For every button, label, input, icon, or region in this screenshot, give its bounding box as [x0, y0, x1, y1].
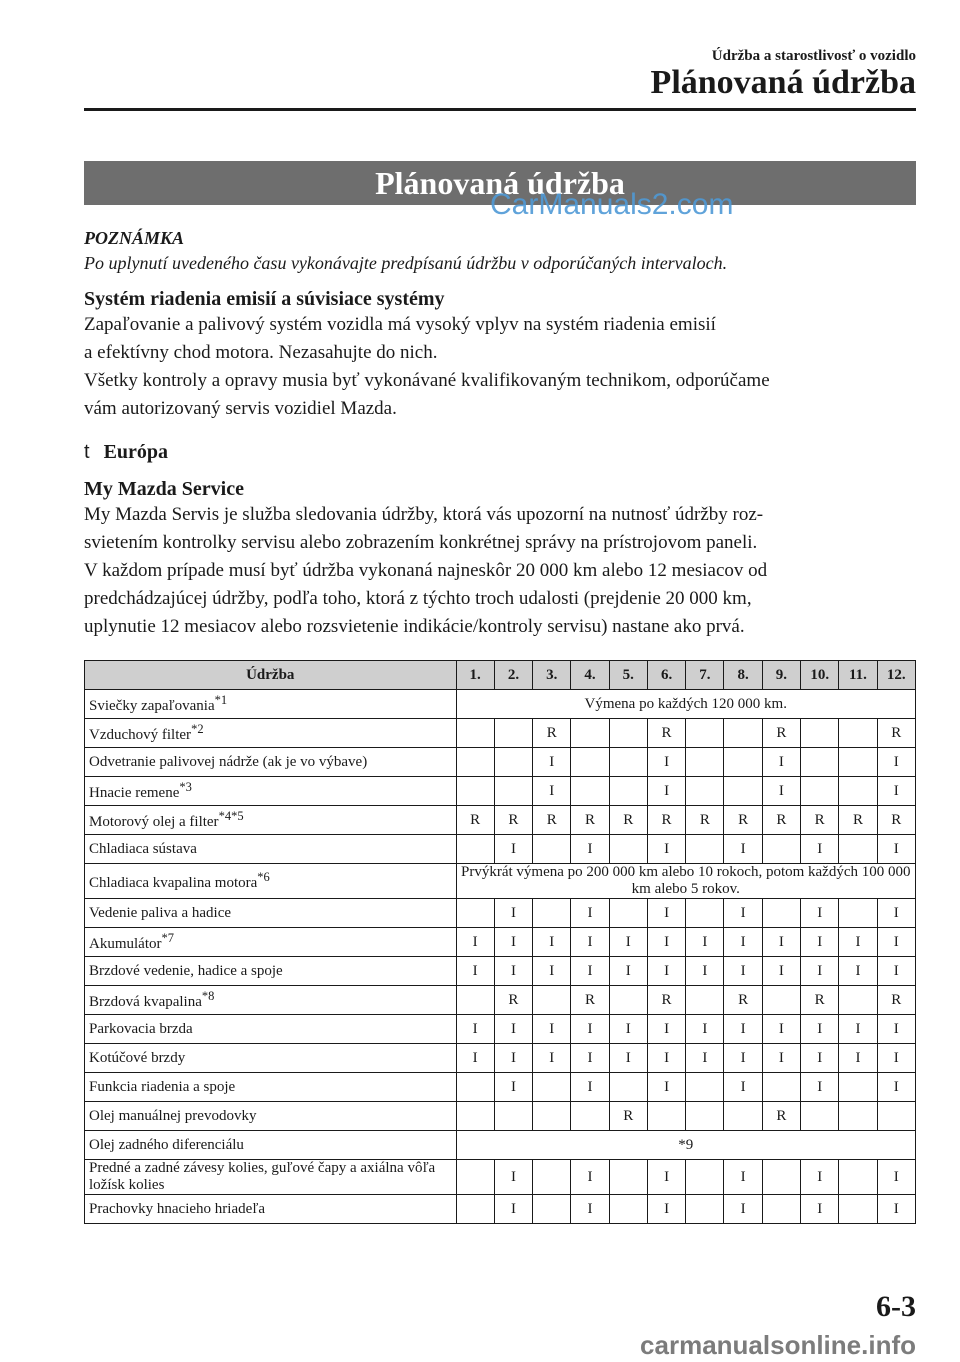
interval-cell: [571, 1102, 609, 1131]
interval-cell: [533, 986, 571, 1015]
footnote-ref: *3: [179, 780, 192, 794]
footer-site: carmanualsonline.info: [640, 1330, 916, 1360]
interval-cell: [839, 835, 877, 864]
interval-cell: I: [877, 928, 915, 957]
interval-cell: I: [686, 1015, 724, 1044]
interval-cell: [456, 777, 494, 806]
interval-cell: R: [686, 806, 724, 835]
interval-cell: I: [762, 1015, 800, 1044]
interval-cell: R: [647, 986, 685, 1015]
table-row: [85, 957, 916, 986]
interval-cell: [762, 1073, 800, 1102]
interval-cell: [533, 1073, 571, 1102]
row-item: [85, 690, 457, 719]
row-item: [85, 748, 457, 777]
interval-cell: I: [801, 1015, 839, 1044]
interval-cell: [839, 986, 877, 1015]
interval-cell: I: [801, 1044, 839, 1073]
interval-cell: I: [533, 928, 571, 957]
service-heading: My Mazda Service: [84, 478, 244, 500]
interval-cell: [533, 1102, 571, 1131]
table-row: [85, 1073, 916, 1102]
table-row: [85, 1015, 916, 1044]
interval-cell: R: [801, 986, 839, 1015]
interval-cell: [456, 1102, 494, 1131]
interval-cell: [839, 1073, 877, 1102]
table-row: [85, 719, 916, 748]
interval-cell: I: [877, 835, 915, 864]
row-item: [85, 1073, 457, 1102]
interval-cell: [456, 1195, 494, 1224]
emission-line: Zapaľovanie a palivový systém vozidla má vysoký vplyv na systém riadenia emisií: [84, 314, 716, 335]
interval-cell: I: [686, 1044, 724, 1073]
interval-cell: [801, 1102, 839, 1131]
bullet-icon: t: [84, 441, 90, 463]
interval-cell: I: [494, 1015, 532, 1044]
interval-cell: I: [609, 957, 647, 986]
header-cell-interval: 1.: [456, 661, 494, 690]
interval-cell: I: [801, 1073, 839, 1102]
interval-cell: I: [877, 777, 915, 806]
table-row: [85, 835, 916, 864]
interval-cell: [686, 1195, 724, 1224]
row-span-note: Výmena po každých 120 000 km.: [456, 690, 915, 719]
page-number: 6-3: [876, 1290, 916, 1323]
row-item: [85, 806, 457, 835]
table-row: [85, 748, 916, 777]
interval-cell: R: [609, 1102, 647, 1131]
row-item-label: Chladiaca kvapalina motora: [89, 875, 258, 891]
interval-cell: [609, 777, 647, 806]
interval-cell: I: [533, 1044, 571, 1073]
interval-cell: I: [647, 1015, 685, 1044]
interval-cell: [686, 1102, 724, 1131]
interval-cell: [839, 899, 877, 928]
region-heading: [84, 441, 916, 464]
row-item-label: Vedenie paliva a hadice: [89, 904, 232, 921]
interval-cell: I: [801, 835, 839, 864]
interval-cell: I: [724, 1160, 762, 1195]
row-item-label: Motorový olej a filter: [89, 814, 219, 830]
interval-cell: [724, 748, 762, 777]
interval-cell: [533, 1160, 571, 1195]
interval-cell: I: [877, 1044, 915, 1073]
interval-cell: [494, 1102, 532, 1131]
interval-cell: I: [533, 748, 571, 777]
interval-cell: R: [609, 806, 647, 835]
table-row: [85, 1044, 916, 1073]
interval-cell: I: [609, 1015, 647, 1044]
interval-cell: I: [724, 835, 762, 864]
row-item-label: Olej manuálnej prevodovky: [89, 1107, 257, 1124]
header-cell-interval: 8.: [724, 661, 762, 690]
interval-cell: I: [724, 899, 762, 928]
interval-cell: [609, 1195, 647, 1224]
interval-cell: [533, 835, 571, 864]
interval-cell: I: [647, 1195, 685, 1224]
interval-cell: I: [647, 1044, 685, 1073]
maintenance-table: [84, 660, 916, 1224]
row-span-note: Prvýkrát výmena po 200 000 km alebo 10 rokoch, potom každých 100 000 km alebo 5 rokov.: [456, 864, 915, 899]
row-item: [85, 986, 457, 1015]
row-item-label: Olej zadného diferenciálu: [89, 1136, 244, 1153]
interval-cell: I: [762, 1044, 800, 1073]
watermark: CarManuals2.com: [490, 188, 734, 221]
interval-cell: I: [647, 835, 685, 864]
interval-cell: I: [801, 928, 839, 957]
interval-cell: I: [647, 1073, 685, 1102]
interval-cell: I: [494, 1044, 532, 1073]
interval-cell: [609, 719, 647, 748]
interval-cell: [839, 777, 877, 806]
interval-cell: I: [571, 928, 609, 957]
note-text: Po uplynutí uvedeného času vykonávajte predpísanú údržbu v odporúčaných intervaloch.: [84, 253, 728, 273]
interval-cell: I: [456, 957, 494, 986]
table-row: [85, 928, 916, 957]
main-content: [84, 228, 916, 641]
interval-cell: I: [686, 957, 724, 986]
interval-cell: R: [801, 806, 839, 835]
interval-cell: [609, 899, 647, 928]
interval-cell: I: [686, 928, 724, 957]
header-cell-interval: 11.: [839, 661, 877, 690]
interval-cell: [571, 748, 609, 777]
interval-cell: I: [877, 1015, 915, 1044]
interval-cell: [456, 835, 494, 864]
row-item-label: Brzdová kvapalina: [89, 994, 202, 1010]
interval-cell: R: [571, 986, 609, 1015]
interval-cell: [686, 835, 724, 864]
interval-cell: R: [724, 986, 762, 1015]
interval-cell: R: [724, 806, 762, 835]
row-item: [85, 928, 457, 957]
row-item: [85, 1131, 457, 1160]
interval-cell: I: [571, 835, 609, 864]
header-cell-interval: 5.: [609, 661, 647, 690]
interval-cell: R: [647, 719, 685, 748]
row-item-label: Chladiaca sústava: [89, 840, 197, 857]
interval-cell: I: [609, 928, 647, 957]
interval-cell: R: [533, 719, 571, 748]
row-item: [85, 1044, 457, 1073]
interval-cell: [609, 835, 647, 864]
row-item: [85, 1195, 457, 1224]
interval-cell: I: [877, 899, 915, 928]
interval-cell: I: [724, 1195, 762, 1224]
interval-cell: I: [533, 1015, 571, 1044]
table-row: [85, 1160, 916, 1195]
service-line: svietením kontrolky servisu alebo zobrazením konkrétnej správy na prístrojovom paneli.: [84, 532, 758, 553]
interval-cell: R: [571, 806, 609, 835]
table-row: [85, 777, 916, 806]
interval-cell: R: [762, 1102, 800, 1131]
interval-cell: I: [839, 1044, 877, 1073]
interval-cell: I: [877, 748, 915, 777]
header-cell-interval: 9.: [762, 661, 800, 690]
header-cell-interval: 10.: [801, 661, 839, 690]
row-item-label: Odvetranie palivovej nádrže (ak je vo výbave): [89, 753, 368, 770]
row-item: [85, 899, 457, 928]
interval-cell: I: [571, 899, 609, 928]
row-item-label: Brzdové vedenie, hadice a spoje: [89, 962, 283, 979]
emission-line: vám autorizovaný servis vozidiel Mazda.: [84, 398, 397, 419]
emission-paragraph: [84, 311, 916, 423]
service-line: uplynutie 12 mesiacov alebo rozsvietenie indikácie/kontroly servisu) nastane ako prvá.: [84, 616, 745, 637]
interval-cell: [456, 748, 494, 777]
interval-cell: I: [494, 899, 532, 928]
table-row: [85, 899, 916, 928]
interval-cell: [762, 986, 800, 1015]
footnote-ref: *4*5: [218, 809, 244, 823]
interval-cell: R: [839, 806, 877, 835]
section-banner: Plánovaná údržba: [84, 161, 916, 205]
interval-cell: [571, 777, 609, 806]
header-rule: [84, 108, 916, 111]
interval-cell: R: [533, 806, 571, 835]
row-item-label: Sviečky zapaľovania: [89, 698, 215, 714]
interval-cell: R: [647, 806, 685, 835]
interval-cell: [494, 748, 532, 777]
interval-cell: [686, 1073, 724, 1102]
interval-cell: I: [724, 957, 762, 986]
interval-cell: I: [801, 899, 839, 928]
interval-cell: [456, 1073, 494, 1102]
interval-cell: I: [571, 1073, 609, 1102]
interval-cell: [877, 1102, 915, 1131]
interval-cell: [839, 719, 877, 748]
interval-cell: I: [724, 1044, 762, 1073]
interval-cell: I: [571, 1015, 609, 1044]
interval-cell: I: [533, 777, 571, 806]
interval-cell: [456, 1160, 494, 1195]
interval-cell: I: [762, 957, 800, 986]
interval-cell: I: [724, 928, 762, 957]
table-row: [85, 690, 916, 719]
interval-cell: I: [494, 1195, 532, 1224]
interval-cell: I: [571, 957, 609, 986]
emission-line: Všetky kontroly a opravy musia byť vykonávané kvalifikovaným technikom, odporúčame: [84, 370, 770, 391]
header-cell-interval: 6.: [647, 661, 685, 690]
row-item-label: Hnacie remene: [89, 785, 180, 801]
interval-cell: I: [647, 899, 685, 928]
interval-cell: I: [494, 928, 532, 957]
interval-cell: R: [456, 806, 494, 835]
row-item-label: Vzduchový filter: [89, 727, 192, 743]
interval-cell: I: [571, 1195, 609, 1224]
interval-cell: I: [494, 835, 532, 864]
header-cell-interval: 2.: [494, 661, 532, 690]
footnote-ref: *2: [191, 722, 204, 736]
interval-cell: R: [494, 986, 532, 1015]
interval-cell: [571, 719, 609, 748]
interval-cell: [686, 748, 724, 777]
interval-cell: I: [801, 1160, 839, 1195]
interval-cell: [839, 1102, 877, 1131]
interval-cell: [762, 1195, 800, 1224]
interval-cell: [456, 899, 494, 928]
interval-cell: I: [839, 957, 877, 986]
interval-cell: I: [647, 777, 685, 806]
interval-cell: [456, 986, 494, 1015]
interval-cell: R: [877, 806, 915, 835]
interval-cell: I: [801, 1195, 839, 1224]
interval-cell: [801, 748, 839, 777]
interval-cell: I: [724, 1073, 762, 1102]
region-label: Európa: [103, 441, 169, 463]
interval-cell: [762, 899, 800, 928]
interval-cell: I: [647, 928, 685, 957]
interval-cell: [686, 1160, 724, 1195]
interval-cell: [839, 1160, 877, 1195]
service-line: V každom prípade musí byť údržba vykonaná najneskôr 20 000 km alebo 12 mesiacov od: [84, 560, 768, 581]
interval-cell: [686, 899, 724, 928]
table-row: [85, 806, 916, 835]
interval-cell: [839, 1195, 877, 1224]
table-row: [85, 1102, 916, 1131]
interval-cell: I: [494, 957, 532, 986]
header-cell-interval: 4.: [571, 661, 609, 690]
interval-cell: [609, 1160, 647, 1195]
interval-cell: [762, 835, 800, 864]
table-row: [85, 1195, 916, 1224]
interval-cell: [494, 719, 532, 748]
row-item-label: Akumulátor: [89, 936, 162, 952]
interval-cell: [724, 777, 762, 806]
emission-line: a efektívny chod motora. Nezasahujte do nich.: [84, 342, 438, 363]
interval-cell: I: [839, 1015, 877, 1044]
header-title: Plánovaná údržba: [650, 64, 916, 101]
interval-cell: I: [456, 1015, 494, 1044]
interval-cell: I: [494, 1160, 532, 1195]
interval-cell: [456, 719, 494, 748]
interval-cell: I: [494, 1073, 532, 1102]
interval-cell: [686, 986, 724, 1015]
row-item-label: Funkcia riadenia a spoje: [89, 1078, 236, 1095]
interval-cell: I: [456, 928, 494, 957]
table-row: [85, 864, 916, 899]
interval-cell: R: [877, 986, 915, 1015]
row-item: [85, 835, 457, 864]
row-span-note: *9: [456, 1131, 915, 1160]
row-item-label: Kotúčové brzdy: [89, 1049, 186, 1066]
interval-cell: [533, 1195, 571, 1224]
row-item: [85, 1015, 457, 1044]
header-section: Údržba a starostlivosť o vozidlo: [711, 48, 916, 64]
row-item: [85, 864, 457, 899]
interval-cell: I: [877, 1160, 915, 1195]
interval-cell: I: [609, 1044, 647, 1073]
interval-cell: I: [762, 928, 800, 957]
interval-cell: I: [571, 1044, 609, 1073]
row-item-label: Prachovky hnacieho hriadeľa: [89, 1200, 266, 1217]
interval-cell: [724, 719, 762, 748]
interval-cell: [533, 899, 571, 928]
row-item: [85, 719, 457, 748]
footnote-ref: *6: [257, 870, 270, 884]
footnote-ref: *8: [201, 989, 215, 1003]
header-cell-interval: 7.: [686, 661, 724, 690]
header-cell-interval: 3.: [533, 661, 571, 690]
service-paragraph: [84, 501, 916, 641]
interval-cell: [839, 748, 877, 777]
interval-cell: I: [647, 748, 685, 777]
interval-cell: R: [762, 719, 800, 748]
row-item: [85, 957, 457, 986]
interval-cell: I: [762, 777, 800, 806]
interval-cell: [762, 1160, 800, 1195]
interval-cell: [609, 986, 647, 1015]
table-row: [85, 1131, 916, 1160]
interval-cell: I: [571, 1160, 609, 1195]
interval-cell: [724, 1102, 762, 1131]
emission-heading: Systém riadenia emisií a súvisiace systémy: [84, 288, 445, 310]
interval-cell: R: [877, 719, 915, 748]
interval-cell: I: [877, 1073, 915, 1102]
interval-cell: [609, 748, 647, 777]
footnote-ref: *7: [161, 931, 174, 945]
row-item: [85, 777, 457, 806]
interval-cell: [801, 777, 839, 806]
row-item-label: Predné a zadné závesy kolies, guľové čapy a axiálna vôľa ložísk kolies: [89, 1160, 436, 1193]
table-row: [85, 986, 916, 1015]
interval-cell: I: [801, 957, 839, 986]
interval-cell: I: [762, 748, 800, 777]
interval-cell: I: [877, 957, 915, 986]
table-body: [85, 690, 916, 1224]
note-heading: POZNÁMKA: [84, 228, 185, 248]
interval-cell: R: [494, 806, 532, 835]
interval-cell: [686, 777, 724, 806]
interval-cell: [609, 1073, 647, 1102]
interval-cell: I: [456, 1044, 494, 1073]
footnote-ref: *1: [214, 693, 228, 707]
header-cell-interval: 12.: [877, 661, 915, 690]
interval-cell: [686, 719, 724, 748]
interval-cell: I: [839, 928, 877, 957]
interval-cell: I: [647, 957, 685, 986]
row-item: [85, 1102, 457, 1131]
interval-cell: [647, 1102, 685, 1131]
table-header-row: [85, 661, 916, 690]
interval-cell: I: [533, 957, 571, 986]
interval-cell: I: [877, 1195, 915, 1224]
interval-cell: [494, 777, 532, 806]
interval-cell: R: [762, 806, 800, 835]
interval-cell: I: [647, 1160, 685, 1195]
row-item: [85, 1160, 457, 1195]
service-line: My Mazda Servis je služba sledovania údržby, ktorá vás upozorní na nutnosť údržby roz-: [84, 504, 764, 525]
row-item-label: Parkovacia brzda: [89, 1020, 193, 1037]
interval-cell: [801, 719, 839, 748]
header-cell-item: Údržba: [85, 661, 457, 690]
interval-cell: I: [724, 1015, 762, 1044]
service-line: predchádzajúcej údržby, podľa toho, ktorá z týchto troch udalosti (prejdenie 20 000 km,: [84, 588, 752, 609]
